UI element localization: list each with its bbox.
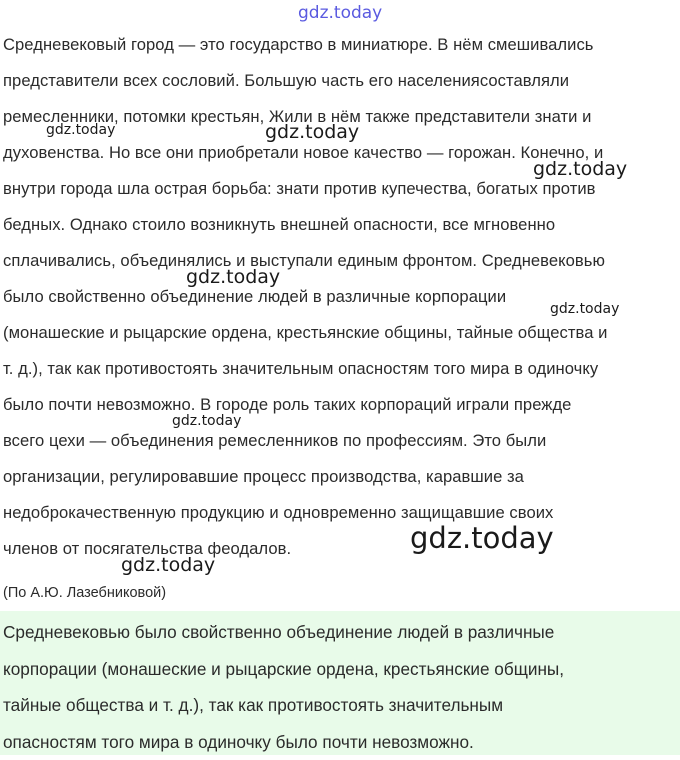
watermark: gdz.today <box>46 122 115 138</box>
answer-block <box>0 611 680 755</box>
watermark: gdz.today <box>265 121 359 143</box>
main-text <box>3 27 679 567</box>
text-line: ремесленники, потомки крестьян, Жили в нём также представители знати и <box>3 99 679 135</box>
text-line: представители всех сословий. Большую часть его населениясоставляли <box>3 63 679 99</box>
watermark: gdz.today <box>121 554 215 576</box>
watermark: gdz.today <box>550 301 619 317</box>
text-line: было почти невозможно. В городе роль таких корпораций играли прежде <box>3 387 679 423</box>
text-line: т. д.), так как противостоять значительным опасностям того мира в одиночку <box>3 351 679 387</box>
watermark: gdz.today <box>533 158 627 180</box>
text-line: (монашеские и рыцарские ордена, крестьянские общины, тайные общества и <box>3 315 679 351</box>
text-line: внутри города шла острая борьба: знати против купечества, богатых против <box>3 171 679 207</box>
text-line: было свойственно объединение людей в различные корпорации <box>3 279 679 315</box>
watermark-large: gdz.today <box>410 521 554 555</box>
text-line: членов от посягательства феодалов. <box>3 531 679 567</box>
text-line: духовенства. Но все они приобретали новое качество — горожан. Конечно, и <box>3 135 679 171</box>
text-line: всего цехи — объединения ремесленников по профессиям. Это были <box>3 423 679 459</box>
watermark: gdz.today <box>172 413 241 429</box>
answer-line: опасностям того мира в одиночку было почти невозможно. <box>3 724 680 760</box>
watermark-top: gdz.today <box>298 3 382 23</box>
text-line: бедных. Однако стоило возникнуть внешней опасности, все мгновенно <box>3 207 679 243</box>
text-line: недоброкачественную продукцию и одновременно защищавшие своих <box>3 495 679 531</box>
watermark: gdz.today <box>186 266 280 288</box>
source-citation: (По А.Ю. Лазебниковой) <box>3 583 166 603</box>
text-line: сплачивались, объединялись и выступали единым фронтом. Средневековью <box>3 243 679 279</box>
text-line: Средневековый город — это государство в миниатюре. В нём смешивались <box>3 27 679 63</box>
answer-line: корпорации (монашеские и рыцарские ордена, крестьянские общины, <box>3 651 680 688</box>
answer-line: Средневековью было свойственно объединение людей в различные <box>3 614 680 651</box>
text-line: организации, регулировавшие процесс производства, каравшие за <box>3 459 679 495</box>
answer-line: тайные общества и т. д.), так как противостоять значительным <box>3 687 680 724</box>
